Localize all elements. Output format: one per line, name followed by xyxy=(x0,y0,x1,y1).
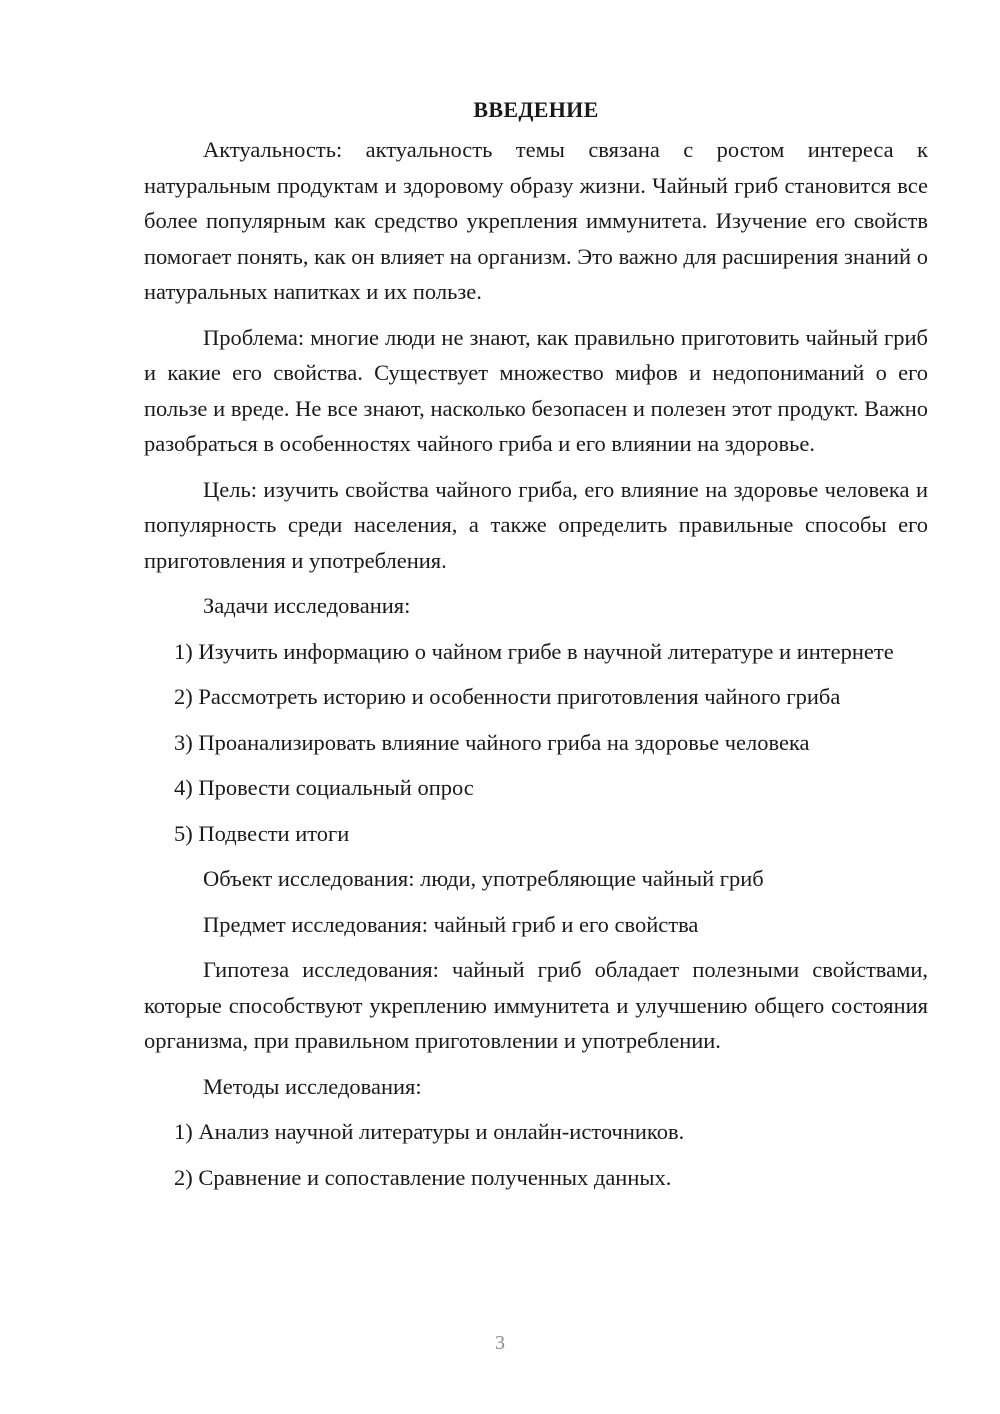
methods-heading: Методы исследования: xyxy=(203,1073,422,1099)
section-title: ВВЕДЕНИЕ xyxy=(473,97,599,122)
task-item-3: 3) Проанализировать влияние чайного гриба на здоровье человека xyxy=(174,729,810,755)
page-number: 3 xyxy=(495,1332,505,1354)
goal-paragraph: Цель: изучить свойства чайного гриба, его влияние на здоровье человека и популярность среди населения, а также определить правильные способы его приготовления и употребления. xyxy=(144,476,928,573)
subject-paragraph: Предмет исследования: чайный гриб и его свойства xyxy=(203,911,699,937)
document-page xyxy=(144,92,928,1205)
task-item-2: 2) Рассмотреть историю и особенности приготовления чайного гриба xyxy=(174,684,841,709)
problem-paragraph: Проблема: многие люди не знают, как правильно приготовить чайный гриб и какие его свойства. Существует множество мифов и недопониманий о его пользе и вреде. Не все знают, насколько безопасен и полезен этот продукт. Важно разобраться в особенностях чайного гриба и его влиянии на здоровье. xyxy=(144,324,928,456)
tasks-heading: Задачи исследования: xyxy=(203,593,411,618)
object-paragraph: Объект исследования: люди, употребляющие чайный гриб xyxy=(203,866,764,891)
method-item-1: 1) Анализ научной литературы и онлайн-источников. xyxy=(174,1119,685,1144)
hypothesis-paragraph: Гипотеза исследования: чайный гриб обладает полезными свойствами, которые способствуют укреплению иммунитета и улучшению общего состояния организма, при правильном приготовлении и употреблении. xyxy=(144,957,928,1053)
relevance-paragraph: Актуальность: актуальность темы связана с ростом интереса к натуральным продуктам и здоровому образу жизни. Чайный гриб становится все более популярным как средство укрепления иммунитета. Изучение его свойств помогает понять, как он влияет на организм. Это важно для расширения знаний о натуральных напитках и их пользе. xyxy=(144,137,928,304)
task-item-1: 1) Изучить информацию о чайном грибе в научной литературе и интернете xyxy=(174,638,894,664)
task-item-4: 4) Провести социальный опрос xyxy=(174,775,474,800)
task-item-5: 5) Подвести итоги xyxy=(174,820,350,846)
method-item-2: 2) Сравнение и сопоставление полученных данных. xyxy=(174,1164,672,1190)
